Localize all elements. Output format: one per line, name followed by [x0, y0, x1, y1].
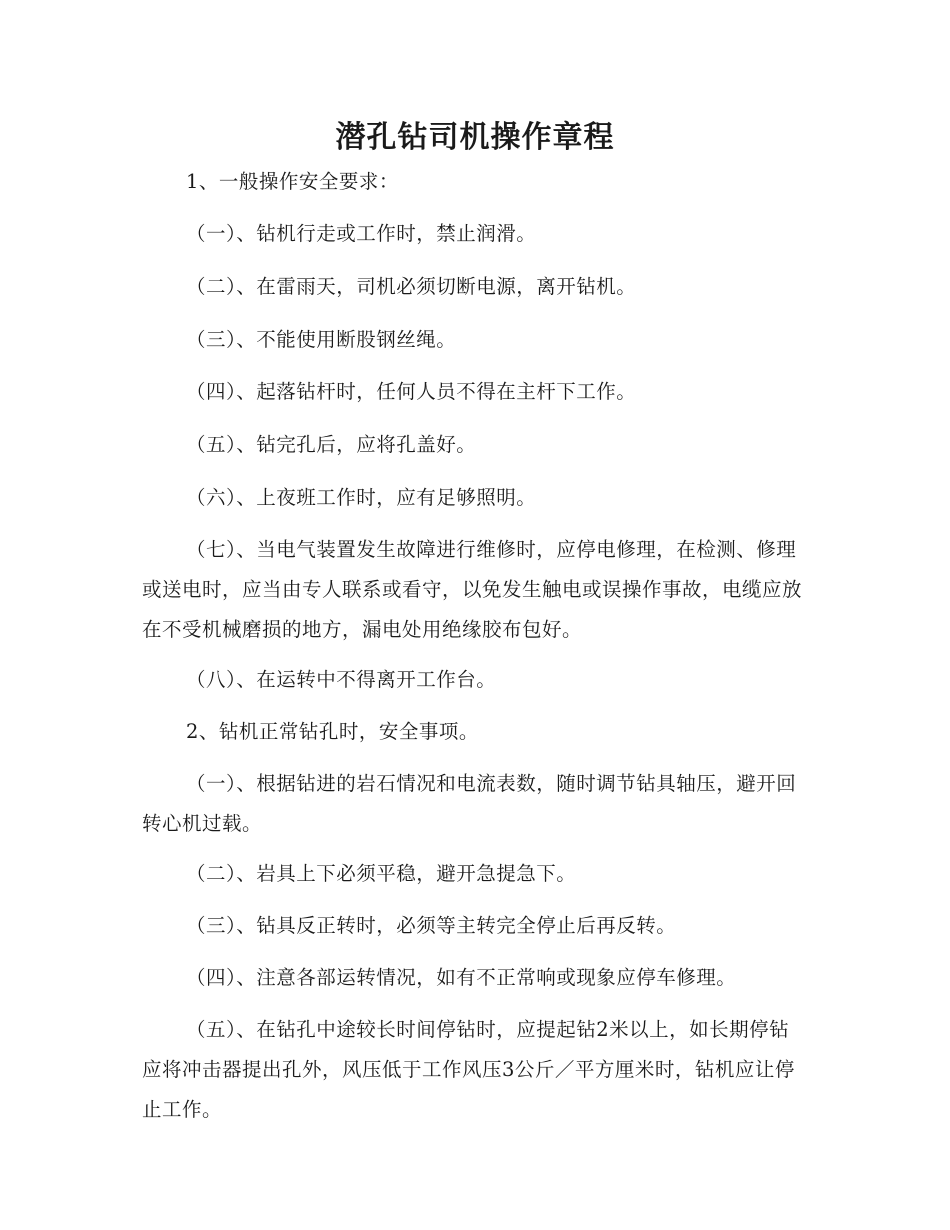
paragraph: （七）、当电气装置发生故障进行维修时，应停电修理，在检测、修理或送电时，应当由专人联系或看守，以免发生触电或误操作事故，电缆应放在不受机械磨损的地方，漏电处用绝缘胶布包好。 [142, 538, 803, 641]
document-title: 潜孔钻司机操作章程 [335, 120, 615, 155]
paragraph: （二）、在雷雨天，司机必须切断电源，离开钻机。 [186, 275, 637, 298]
paragraph: （四）、注意各部运转情况，如有不正常响或现象应停车修理。 [186, 966, 737, 989]
section-heading: 1、一般操作安全要求： [186, 170, 399, 193]
section-heading: 2、钻机正常钻孔时，安全事项。 [186, 720, 479, 743]
paragraph: （一）、根据钻进的岩石情况和电流表数，随时调节钻具轴压，避开回转心机过载。 [142, 772, 797, 835]
paragraph: （三）、钻具反正转时，必须等主转完全停止后再反转。 [186, 914, 677, 937]
paragraph: （六）、上夜班工作时，应有足够照明。 [186, 486, 537, 509]
paragraph: （二）、岩具上下必须平稳，避开急提急下。 [186, 862, 577, 885]
paragraph: （四）、起落钻杆时，任何人员不得在主杆下工作。 [186, 380, 637, 403]
paragraph: （五）、钻完孔后，应将孔盖好。 [186, 433, 477, 456]
paragraph: （五）、在钻孔中途较长时间停钻时，应提起钻2米以上，如长期停钻应将冲击器提出孔外，风压低于工作风压3公斤／平方厘米时，钻机应让停止工作。 [142, 1018, 795, 1121]
paragraph: （三）、不能使用断股钢丝绳。 [186, 328, 457, 351]
paragraph: （八）、在运转中不得离开工作台。 [186, 668, 497, 691]
paragraph: （一）、钻机行走或工作时，禁止润滑。 [186, 222, 537, 245]
